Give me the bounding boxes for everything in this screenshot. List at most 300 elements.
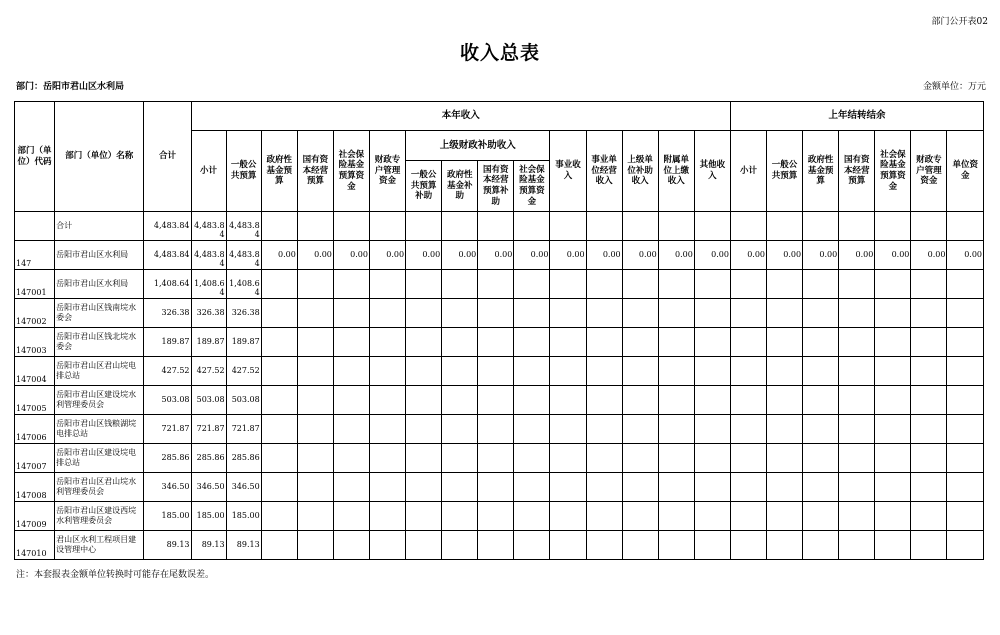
row-amount-cell	[586, 531, 622, 560]
row-total: 285.86	[144, 444, 191, 473]
header-total: 合计	[144, 102, 191, 212]
row-general-budget: 503.08	[226, 386, 261, 415]
row-amount-cell	[658, 473, 694, 502]
row-amount-cell	[261, 473, 297, 502]
row-amount-cell	[658, 386, 694, 415]
row-amount-cell	[406, 444, 442, 473]
row-name: 岳阳市君山区水利局	[55, 241, 144, 270]
row-amount-cell	[947, 473, 984, 502]
row-amount-cell	[478, 444, 514, 473]
row-amount-cell	[658, 212, 694, 241]
row-amount-cell	[875, 473, 911, 502]
header-upper-general: 一般公共预算补助	[406, 161, 442, 212]
row-amount-cell: 0.00	[947, 241, 984, 270]
row-amount-cell	[333, 502, 369, 531]
header-ly-fiscal-special: 财政专户管理资金	[911, 131, 947, 212]
table-row	[15, 357, 984, 386]
row-code: 147	[15, 241, 55, 270]
row-amount-cell	[875, 386, 911, 415]
row-amount-cell	[803, 444, 839, 473]
row-amount-cell	[875, 502, 911, 531]
row-amount-cell	[839, 299, 875, 328]
row-subtotal: 346.50	[191, 473, 226, 502]
row-amount-cell	[622, 415, 658, 444]
row-code: 147006	[15, 415, 55, 444]
row-amount-cell	[767, 357, 803, 386]
row-code: 147007	[15, 444, 55, 473]
row-name: 岳阳市君山区建设垸水利管理委员会	[55, 386, 144, 415]
table-row	[15, 328, 984, 357]
row-amount-cell	[622, 473, 658, 502]
row-amount-cell	[839, 415, 875, 444]
row-subtotal: 326.38	[191, 299, 226, 328]
row-amount-cell: 0.00	[297, 241, 333, 270]
row-amount-cell: 0.00	[875, 241, 911, 270]
row-amount-cell	[911, 299, 947, 328]
row-total: 721.87	[144, 415, 191, 444]
row-amount-cell	[658, 357, 694, 386]
row-amount-cell	[767, 299, 803, 328]
row-amount-cell	[694, 531, 730, 560]
row-amount-cell	[442, 386, 478, 415]
row-amount-cell	[550, 415, 586, 444]
row-amount-cell	[406, 531, 442, 560]
row-amount-cell	[514, 386, 550, 415]
row-amount-cell	[658, 531, 694, 560]
row-amount-cell	[694, 386, 730, 415]
row-general-budget: 4,483.84	[226, 241, 261, 270]
row-amount-cell	[947, 270, 984, 299]
table-row	[15, 531, 984, 560]
header-upper-subsidy: 上级财政补助收入	[406, 131, 550, 161]
row-amount-cell	[911, 212, 947, 241]
row-amount-cell: 0.00	[261, 241, 297, 270]
row-amount-cell	[297, 212, 333, 241]
row-amount-cell	[261, 357, 297, 386]
row-amount-cell: 0.00	[369, 241, 405, 270]
row-amount-cell	[478, 270, 514, 299]
row-amount-cell	[550, 502, 586, 531]
row-amount-cell	[297, 357, 333, 386]
row-amount-cell	[730, 212, 766, 241]
row-amount-cell	[406, 212, 442, 241]
row-amount-cell	[369, 415, 405, 444]
row-amount-cell	[767, 531, 803, 560]
row-amount-cell	[694, 473, 730, 502]
row-name: 岳阳市君山区钱粮湖垸电排总站	[55, 415, 144, 444]
row-amount-cell	[622, 357, 658, 386]
table-row	[15, 502, 984, 531]
row-amount-cell	[658, 328, 694, 357]
row-total: 427.52	[144, 357, 191, 386]
row-amount-cell	[550, 473, 586, 502]
row-amount-cell	[261, 299, 297, 328]
row-amount-cell	[586, 473, 622, 502]
row-amount-cell: 0.00	[767, 241, 803, 270]
row-amount-cell	[767, 473, 803, 502]
row-amount-cell: 0.00	[442, 241, 478, 270]
header-ly-subtotal: 小计	[730, 131, 766, 212]
row-amount-cell	[297, 386, 333, 415]
header-upper-state-capital: 国有资本经营预算补助	[478, 161, 514, 212]
row-general-budget: 427.52	[226, 357, 261, 386]
row-amount-cell	[839, 473, 875, 502]
row-amount-cell	[911, 531, 947, 560]
page-title: 收入总表	[459, 42, 540, 64]
header-other-income: 其他收入	[694, 131, 730, 212]
row-amount-cell	[550, 531, 586, 560]
row-amount-cell	[550, 386, 586, 415]
row-amount-cell	[442, 444, 478, 473]
row-subtotal: 89.13	[191, 531, 226, 560]
row-amount-cell	[297, 531, 333, 560]
header-general-budget: 一般公共预算	[226, 131, 261, 212]
row-amount-cell	[839, 270, 875, 299]
row-code: 147010	[15, 531, 55, 560]
row-amount-cell	[550, 357, 586, 386]
form-number: 部门公开表02	[931, 17, 988, 27]
row-total: 1,408.64	[144, 270, 191, 299]
row-amount-cell	[947, 415, 984, 444]
table-row	[15, 212, 984, 241]
row-amount-cell	[911, 386, 947, 415]
row-amount-cell	[911, 444, 947, 473]
row-amount-cell: 0.00	[478, 241, 514, 270]
row-amount-cell	[406, 299, 442, 328]
table-row	[15, 270, 984, 299]
row-amount-cell	[911, 473, 947, 502]
row-amount-cell	[442, 502, 478, 531]
row-amount-cell	[442, 299, 478, 328]
row-amount-cell	[875, 299, 911, 328]
row-subtotal: 427.52	[191, 357, 226, 386]
row-amount-cell	[911, 328, 947, 357]
row-amount-cell	[442, 328, 478, 357]
row-amount-cell	[875, 357, 911, 386]
row-amount-cell	[261, 212, 297, 241]
row-amount-cell: 0.00	[839, 241, 875, 270]
row-name: 岳阳市君山区君山垸电排总站	[55, 357, 144, 386]
row-amount-cell	[261, 502, 297, 531]
header-upper-social: 社会保险基金预算资金	[514, 161, 550, 212]
amount-unit-label: 金额单位：万元	[922, 82, 986, 92]
table-row	[15, 241, 984, 270]
row-amount-cell	[478, 357, 514, 386]
row-total: 346.50	[144, 473, 191, 502]
row-amount-cell: 0.00	[406, 241, 442, 270]
row-subtotal: 1,408.64	[191, 270, 226, 299]
row-total: 189.87	[144, 328, 191, 357]
row-amount-cell	[369, 531, 405, 560]
row-amount-cell	[875, 212, 911, 241]
row-amount-cell	[442, 415, 478, 444]
header-state-capital: 国有资本经营预算	[297, 131, 333, 212]
row-amount-cell	[550, 328, 586, 357]
row-general-budget: 1,408.64	[226, 270, 261, 299]
row-amount-cell	[442, 473, 478, 502]
row-amount-cell	[442, 531, 478, 560]
row-amount-cell	[694, 502, 730, 531]
row-amount-cell	[442, 212, 478, 241]
row-amount-cell	[767, 444, 803, 473]
row-amount-cell	[550, 444, 586, 473]
row-amount-cell	[839, 212, 875, 241]
row-amount-cell	[406, 357, 442, 386]
row-amount-cell	[839, 444, 875, 473]
row-amount-cell	[911, 357, 947, 386]
row-general-budget: 346.50	[226, 473, 261, 502]
header-affiliated-turnover: 附属单位上缴收入	[658, 131, 694, 212]
row-amount-cell	[586, 212, 622, 241]
row-amount-cell	[839, 357, 875, 386]
row-amount-cell	[622, 386, 658, 415]
row-name: 岳阳市君山区钱南垸水委会	[55, 299, 144, 328]
row-name: 合计	[55, 212, 144, 241]
row-amount-cell	[658, 502, 694, 531]
row-amount-cell	[261, 386, 297, 415]
header-business-income: 事业收入	[550, 131, 586, 212]
row-amount-cell	[947, 328, 984, 357]
row-name: 岳阳市君山区建设垸电排总站	[55, 444, 144, 473]
row-amount-cell	[767, 212, 803, 241]
row-amount-cell	[947, 299, 984, 328]
row-amount-cell	[514, 212, 550, 241]
row-amount-cell	[658, 299, 694, 328]
row-amount-cell	[947, 502, 984, 531]
row-amount-cell	[730, 328, 766, 357]
row-amount-cell	[333, 357, 369, 386]
row-amount-cell: 0.00	[622, 241, 658, 270]
row-amount-cell: 0.00	[586, 241, 622, 270]
row-amount-cell	[730, 386, 766, 415]
row-amount-cell	[875, 415, 911, 444]
row-total: 89.13	[144, 531, 191, 560]
row-subtotal: 4,483.84	[191, 241, 226, 270]
row-amount-cell	[730, 270, 766, 299]
row-amount-cell	[767, 502, 803, 531]
row-general-budget: 185.00	[226, 502, 261, 531]
row-amount-cell	[586, 415, 622, 444]
row-amount-cell: 0.00	[730, 241, 766, 270]
row-amount-cell	[478, 328, 514, 357]
row-amount-cell	[261, 415, 297, 444]
row-amount-cell	[803, 212, 839, 241]
row-amount-cell: 0.00	[803, 241, 839, 270]
row-amount-cell	[406, 270, 442, 299]
row-amount-cell	[514, 444, 550, 473]
header-ly-state-capital: 国有资本经营预算	[839, 131, 875, 212]
row-code	[15, 212, 55, 241]
row-amount-cell	[333, 386, 369, 415]
row-amount-cell	[442, 357, 478, 386]
table-row	[15, 386, 984, 415]
row-subtotal: 285.86	[191, 444, 226, 473]
row-amount-cell	[767, 415, 803, 444]
row-total: 503.08	[144, 386, 191, 415]
header-ly-gov-fund: 政府性基金预算	[803, 131, 839, 212]
row-amount-cell	[442, 270, 478, 299]
row-name: 岳阳市君山区君山垸水利管理委员会	[55, 473, 144, 502]
row-amount-cell	[297, 328, 333, 357]
table-row	[15, 444, 984, 473]
row-amount-cell	[839, 531, 875, 560]
row-amount-cell	[514, 531, 550, 560]
row-total: 326.38	[144, 299, 191, 328]
row-amount-cell	[803, 328, 839, 357]
row-amount-cell	[478, 502, 514, 531]
row-amount-cell	[839, 386, 875, 415]
row-amount-cell	[333, 270, 369, 299]
row-general-budget: 721.87	[226, 415, 261, 444]
row-amount-cell	[947, 357, 984, 386]
row-amount-cell	[478, 212, 514, 241]
row-amount-cell	[658, 444, 694, 473]
row-general-budget: 189.87	[226, 328, 261, 357]
row-amount-cell	[911, 502, 947, 531]
row-amount-cell	[694, 270, 730, 299]
row-amount-cell	[694, 212, 730, 241]
row-amount-cell	[803, 386, 839, 415]
row-amount-cell	[730, 415, 766, 444]
row-amount-cell	[406, 328, 442, 357]
row-amount-cell	[550, 299, 586, 328]
row-amount-cell	[406, 502, 442, 531]
row-amount-cell	[297, 473, 333, 502]
row-amount-cell	[875, 328, 911, 357]
row-total: 185.00	[144, 502, 191, 531]
row-amount-cell	[478, 386, 514, 415]
row-amount-cell	[369, 328, 405, 357]
row-amount-cell	[730, 299, 766, 328]
row-amount-cell: 0.00	[694, 241, 730, 270]
row-amount-cell	[730, 502, 766, 531]
row-amount-cell	[478, 299, 514, 328]
header-code: 部门（单位）代码	[15, 102, 55, 212]
row-total: 4,483.84	[144, 241, 191, 270]
row-amount-cell	[875, 270, 911, 299]
header-this-year-income: 本年收入	[191, 102, 730, 131]
row-amount-cell	[767, 270, 803, 299]
row-code: 147008	[15, 473, 55, 502]
row-amount-cell	[369, 473, 405, 502]
row-amount-cell	[586, 270, 622, 299]
row-amount-cell	[369, 270, 405, 299]
row-amount-cell	[550, 212, 586, 241]
row-amount-cell	[261, 270, 297, 299]
row-general-budget: 89.13	[226, 531, 261, 560]
row-amount-cell	[369, 299, 405, 328]
row-amount-cell: 0.00	[658, 241, 694, 270]
row-amount-cell	[947, 212, 984, 241]
row-subtotal: 503.08	[191, 386, 226, 415]
row-amount-cell	[297, 299, 333, 328]
row-amount-cell	[658, 270, 694, 299]
header-fiscal-special: 财政专户管理资金	[369, 131, 405, 212]
row-amount-cell	[333, 299, 369, 328]
row-total: 4,483.84	[144, 212, 191, 241]
row-amount-cell	[333, 328, 369, 357]
header-subtotal: 小计	[191, 131, 226, 212]
income-summary-table	[14, 101, 984, 560]
row-amount-cell	[730, 531, 766, 560]
row-amount-cell	[333, 473, 369, 502]
row-amount-cell	[947, 531, 984, 560]
row-amount-cell	[369, 212, 405, 241]
row-general-budget: 4,483.84	[226, 212, 261, 241]
row-amount-cell	[803, 502, 839, 531]
header-upper-gov-fund: 政府性基金补助	[442, 161, 478, 212]
header-gov-fund: 政府性基金预算	[261, 131, 297, 212]
row-amount-cell	[803, 531, 839, 560]
header-social-insurance: 社会保险基金预算资金	[333, 131, 369, 212]
row-code: 147003	[15, 328, 55, 357]
table-row	[15, 415, 984, 444]
header-business-operating: 事业单位经营收入	[586, 131, 622, 212]
row-name: 岳阳市君山区建设西垸水利管理委员会	[55, 502, 144, 531]
row-amount-cell: 0.00	[550, 241, 586, 270]
row-subtotal: 189.87	[191, 328, 226, 357]
row-amount-cell	[911, 415, 947, 444]
row-name: 君山区水利工程项目建设管理中心	[55, 531, 144, 560]
row-amount-cell	[514, 357, 550, 386]
row-amount-cell	[478, 531, 514, 560]
header-superior-subsidy: 上级单位补助收入	[622, 131, 658, 212]
row-amount-cell	[586, 444, 622, 473]
row-amount-cell	[803, 473, 839, 502]
row-code: 147005	[15, 386, 55, 415]
row-code: 147002	[15, 299, 55, 328]
footnote: 注：本套报表金额单位转换时可能存在尾数误差。	[16, 570, 215, 580]
row-amount-cell	[767, 328, 803, 357]
row-code: 147001	[15, 270, 55, 299]
department-label: 部门：岳阳市君山区水利局	[16, 82, 125, 92]
row-amount-cell	[297, 270, 333, 299]
row-amount-cell	[622, 328, 658, 357]
row-amount-cell	[261, 328, 297, 357]
row-amount-cell	[694, 357, 730, 386]
row-amount-cell	[803, 299, 839, 328]
row-amount-cell	[514, 415, 550, 444]
row-name: 岳阳市君山区水利局	[55, 270, 144, 299]
row-amount-cell	[767, 386, 803, 415]
row-name: 岳阳市君山区钱北垸水委会	[55, 328, 144, 357]
row-amount-cell	[586, 299, 622, 328]
row-amount-cell	[333, 531, 369, 560]
row-amount-cell	[514, 502, 550, 531]
row-code: 147004	[15, 357, 55, 386]
row-amount-cell: 0.00	[333, 241, 369, 270]
row-amount-cell	[406, 386, 442, 415]
row-amount-cell	[261, 531, 297, 560]
row-amount-cell	[297, 444, 333, 473]
header-last-year-carryover: 上年结转结余	[730, 102, 983, 131]
row-amount-cell	[839, 328, 875, 357]
row-amount-cell	[947, 444, 984, 473]
row-amount-cell	[333, 444, 369, 473]
row-amount-cell	[730, 357, 766, 386]
row-amount-cell	[911, 270, 947, 299]
row-amount-cell	[622, 270, 658, 299]
row-amount-cell	[694, 328, 730, 357]
row-amount-cell	[730, 444, 766, 473]
row-amount-cell	[803, 415, 839, 444]
row-amount-cell	[875, 444, 911, 473]
row-amount-cell	[586, 386, 622, 415]
row-amount-cell	[478, 415, 514, 444]
row-amount-cell: 0.00	[514, 241, 550, 270]
row-amount-cell	[586, 328, 622, 357]
row-amount-cell	[694, 444, 730, 473]
